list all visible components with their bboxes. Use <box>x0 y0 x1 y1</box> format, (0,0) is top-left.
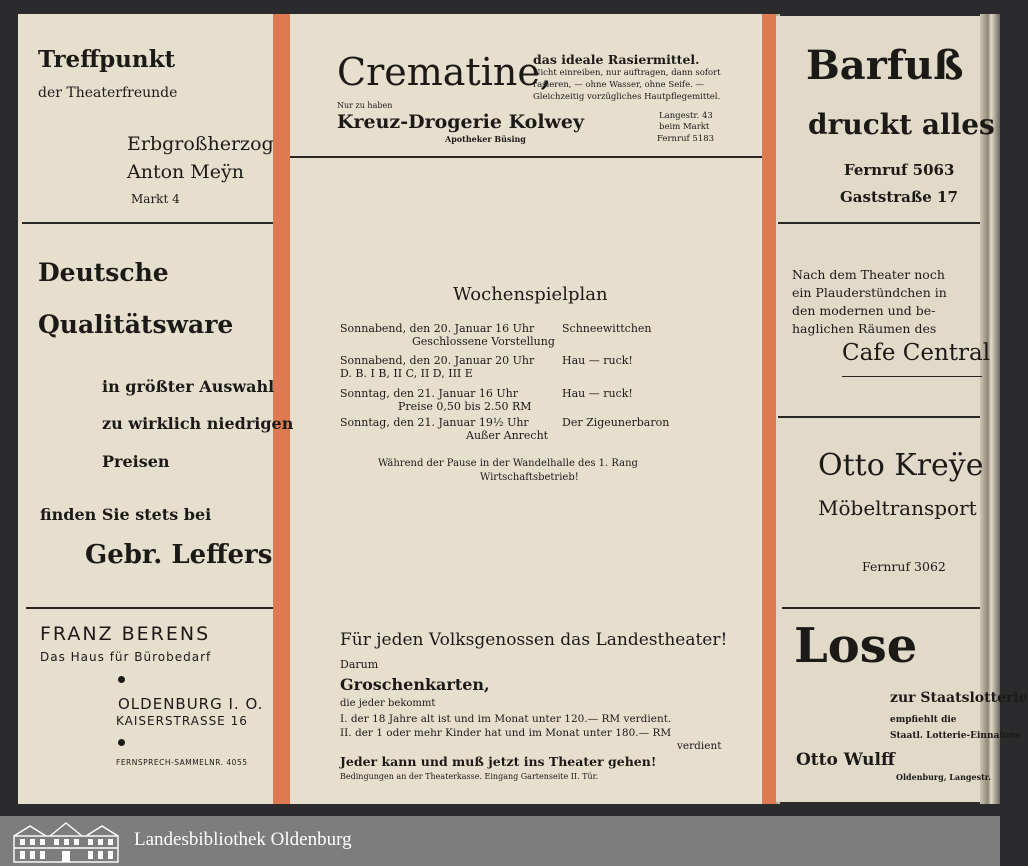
program-row-play: Der Zigeunerbaron <box>562 416 670 429</box>
crematine-addr2: beim Markt <box>659 122 710 132</box>
berens-city: OLDENBURG I. O. <box>118 695 264 713</box>
cafe-name: Cafe Central <box>842 340 991 366</box>
leffers-line2: Qualitätsware <box>38 310 234 339</box>
crematine-only: Nur zu haben <box>337 101 393 110</box>
volk-headline: Für jeden Volksgenossen das Landestheater! <box>340 630 728 650</box>
lose-line3: Staatl. Lotterie-Einnahme <box>890 731 1022 741</box>
cafe-line4: haglichen Räumen des <box>792 321 937 336</box>
divider <box>26 607 273 609</box>
volk-item2: II. der 1 oder mehr Kinder hat und im Monat unter 180.— RM <box>340 727 672 739</box>
program-row-date: Sonntag, den 21. Januar 16 Uhr <box>340 387 519 400</box>
leffers-line4: zu wirklich niedrigen <box>102 414 294 433</box>
treffpunkt-name2: Anton Meÿn <box>127 161 244 183</box>
leffers-line1: Deutsche <box>38 258 169 287</box>
volk-darum: Darum <box>340 658 379 671</box>
orange-stripe-right <box>762 14 776 804</box>
program-pause2: Wirtschaftsbetrieb! <box>480 472 579 483</box>
treffpunkt-title: Treffpunkt <box>38 46 176 73</box>
program-row-note: D. B. I B, II C, II D, III E <box>340 367 473 380</box>
cafe-line1: Nach dem Theater noch <box>792 267 945 282</box>
program-row-note: Preise 0,50 bis 2.50 RM <box>398 400 532 413</box>
treffpunkt-address: Markt 4 <box>131 192 180 206</box>
volk-groschen: Groschenkarten, <box>340 675 490 694</box>
berens-name: FRANZ BERENS <box>40 623 211 645</box>
volk-item1: I. der 18 Jahre alt ist und im Monat unter 120.— RM verdient. <box>340 713 672 725</box>
crematine-brand: Crematine, <box>337 50 552 94</box>
berens-street: KAISERSTRASSE 16 <box>116 714 248 728</box>
berens-phone: FERNSPRECH-SAMMELNR. 4055 <box>116 758 248 767</box>
lose-line2: empfiehlt die <box>890 715 957 725</box>
crematine-phone: Fernruf 5183 <box>657 134 715 144</box>
crematine-addr1: Langestr. 43 <box>659 111 713 121</box>
orange-stripe-left <box>273 14 290 804</box>
right-column <box>778 16 1028 802</box>
lose-title: Lose <box>794 618 918 674</box>
program-row-note: Außer Anrecht <box>466 429 549 442</box>
barfuss-line1: Barfuß <box>806 42 964 89</box>
cafe-line2: ein Plauderstündchen in <box>792 285 947 300</box>
library-logo-icon <box>10 820 122 864</box>
crematine-desc1: Nicht einreiben, nur auftragen, dann sofort <box>533 68 721 78</box>
library-name: Landesbibliothek Oldenburg <box>134 829 352 850</box>
berens-tagline: Das Haus für Bürobedarf <box>40 650 212 664</box>
bullet <box>118 676 125 683</box>
volk-bekommt: die jeder bekommt <box>340 698 436 709</box>
divider <box>290 156 762 158</box>
treffpunkt-name1: Erbgroßherzog <box>127 133 274 155</box>
lose-city: Oldenburg, Langestr. <box>896 772 992 782</box>
crematine-tagline: das ideale Rasiermittel. <box>533 52 700 67</box>
volk-conditions: Bedingungen an der Theaterkasse. Eingang Gartenseite II. Tür. <box>340 772 599 781</box>
crematine-desc3: Gleichzeitig vorzügliches Hautpflegemittel. <box>533 92 721 102</box>
program-row-date: Sonnabend, den 20. Januar 16 Uhr <box>340 322 535 335</box>
barfuss-line2: druckt alles <box>808 108 995 141</box>
kreye-phone: Fernruf 3062 <box>862 559 946 574</box>
program-pause1: Während der Pause in der Wandelhalle des 1. Rang <box>378 458 638 469</box>
program-row-play: Schneewittchen <box>562 322 652 335</box>
program-row-note: Geschlossene Vorstellung <box>412 335 555 348</box>
cafe-line3: den modernen und be- <box>792 303 936 318</box>
bullet <box>118 739 125 746</box>
library-footer <box>0 816 1000 866</box>
crematine-shop: Kreuz-Drogerie Kolwey <box>337 111 585 133</box>
kreye-name: Otto Kreÿe <box>818 448 984 483</box>
treffpunkt-subtitle: der Theaterfreunde <box>38 85 178 101</box>
program-row-play: Hau — ruck! <box>562 354 633 367</box>
volk-call: Jeder kann und muß jetzt ins Theater gehen! <box>340 754 657 769</box>
leffers-line6: finden Sie stets bei <box>40 505 212 524</box>
barfuss-phone: Fernruf 5063 <box>844 161 955 179</box>
program-row-play: Hau — ruck! <box>562 387 633 400</box>
program-row-date: Sonnabend, den 20. Januar 20 Uhr <box>340 354 535 367</box>
barfuss-street: Gaststraße 17 <box>840 188 958 206</box>
lose-name: Otto Wulff <box>796 750 895 770</box>
program-title: Wochenspielplan <box>453 284 608 305</box>
leffers-line3: in größter Auswahl <box>102 377 275 396</box>
leffers-line5: Preisen <box>102 452 170 471</box>
crematine-owner: Apotheker Büsing <box>445 134 526 144</box>
cafe-underline <box>842 376 982 377</box>
divider <box>22 222 273 224</box>
leffers-brand: Gebr. Leffers <box>85 540 273 570</box>
kreye-trade: Möbeltransport <box>818 496 977 520</box>
volk-item2b: verdient <box>677 740 722 752</box>
program-row-date: Sonntag, den 21. Januar 19½ Uhr <box>340 416 529 429</box>
lose-line1: zur Staatslotterie <box>890 690 1028 706</box>
crematine-desc2: rasieren, — ohne Wasser, ohne Seife. — <box>533 80 705 90</box>
